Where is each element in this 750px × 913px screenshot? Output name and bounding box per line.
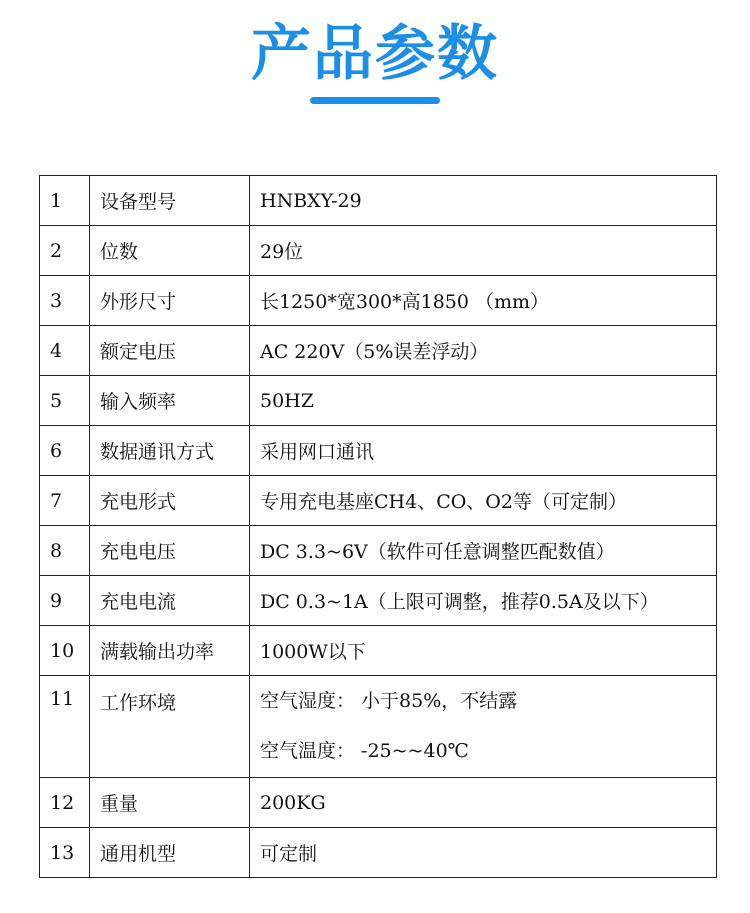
param-value: DC 3.3~6V（软件可任意调整匹配数值）: [250, 526, 717, 576]
param-name: 满载输出功率: [90, 626, 250, 676]
param-value: 专用充电基座CH4、CO、O2等（可定制）: [250, 476, 717, 526]
table-row: [40, 576, 717, 626]
row-number: 9: [40, 576, 90, 626]
param-value: 200KG: [250, 778, 717, 828]
temperature-line: 空气温度： -25~~40℃: [260, 740, 469, 762]
table-row: [40, 326, 717, 376]
table-row: [40, 276, 717, 326]
table-row: [40, 376, 717, 426]
param-value: DC 0.3~1A（上限可调整，推荐0.5A及以下）: [250, 576, 717, 626]
row-number: 3: [40, 276, 90, 326]
param-name: 重量: [90, 778, 250, 828]
table-row: [40, 676, 717, 778]
param-name: 输入频率: [90, 376, 250, 426]
param-name: 数据通讯方式: [90, 426, 250, 476]
param-value: 采用网口通讯: [250, 426, 717, 476]
row-number: 4: [40, 326, 90, 376]
row-number: 6: [40, 426, 90, 476]
title-underline: [310, 97, 440, 104]
table-row: [40, 828, 717, 878]
param-name: 充电电流: [90, 576, 250, 626]
page-title: 产品参数: [251, 19, 499, 89]
param-name: 充电形式: [90, 476, 250, 526]
param-value: 1000W以下: [250, 626, 717, 676]
row-number: 11: [40, 676, 90, 778]
table-row: [40, 426, 717, 476]
row-number: 12: [40, 778, 90, 828]
table-row: [40, 526, 717, 576]
param-name: 设备型号: [90, 176, 250, 226]
param-value: HNBXY-29: [250, 176, 717, 226]
table-row: [40, 778, 717, 828]
row-number: 8: [40, 526, 90, 576]
param-name: 额定电压: [90, 326, 250, 376]
param-name: 工作环境: [90, 676, 250, 778]
param-value: 50HZ: [250, 376, 717, 426]
param-value: 29位: [250, 226, 717, 276]
table-row: [40, 226, 717, 276]
table-row: [40, 626, 717, 676]
param-value: AC 220V（5%误差浮动）: [250, 326, 717, 376]
row-number: 2: [40, 226, 90, 276]
parameters-table: [39, 175, 717, 878]
param-name: 充电电压: [90, 526, 250, 576]
param-name: 外形尺寸: [90, 276, 250, 326]
row-number: 1: [40, 176, 90, 226]
param-value: 可定制: [250, 828, 717, 878]
row-number: 7: [40, 476, 90, 526]
row-number: 10: [40, 626, 90, 676]
param-name: 通用机型: [90, 828, 250, 878]
param-value: 长1250*宽300*高1850 （mm）: [250, 276, 717, 326]
humidity-line: 空气湿度： 小于85%，不结露: [260, 690, 518, 712]
row-number: 13: [40, 828, 90, 878]
table-row: [40, 176, 717, 226]
table-row: [40, 476, 717, 526]
row-number: 5: [40, 376, 90, 426]
param-value-multiline: [250, 676, 717, 778]
param-name: 位数: [90, 226, 250, 276]
